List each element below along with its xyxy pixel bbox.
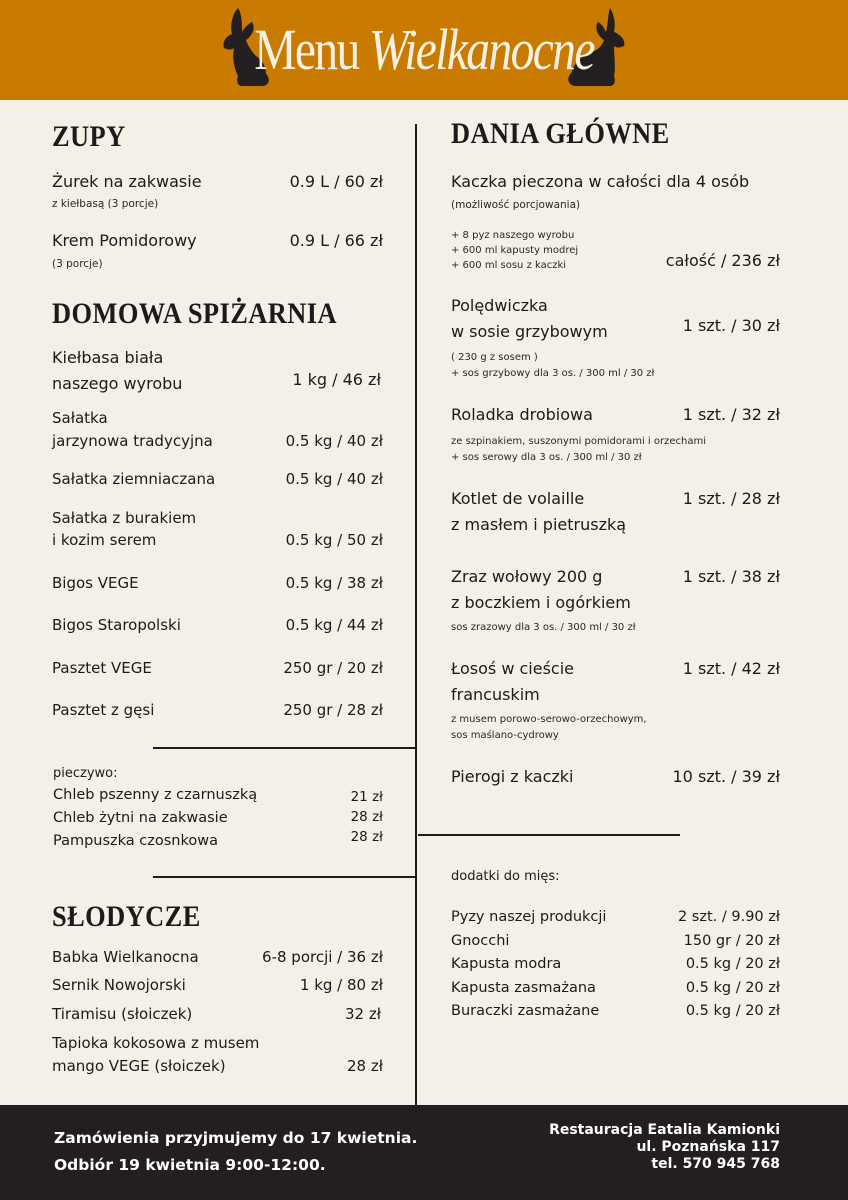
item-price: 250 gr / 28 zł — [283, 701, 383, 719]
item-name: Buraczki zasmażane — [451, 1003, 600, 1019]
item-note: z kiełbasą (3 porcje) — [52, 198, 159, 210]
item-extra: + 600 ml kapusty modrej — [451, 245, 579, 256]
footer — [0, 1105, 848, 1200]
item-name: Pampuszka czosnkowa — [53, 833, 218, 849]
item-price: 21 zł — [350, 789, 383, 805]
section-title-slodycze: SŁODYCZE — [52, 900, 201, 933]
item-name-line1: Kotlet de volaille — [451, 489, 585, 508]
item-name: Pyzy naszej produkcji — [451, 909, 607, 925]
item-extra: + 600 ml sosu z kaczki — [451, 260, 567, 271]
item-name: Sernik Nowojorski — [52, 976, 186, 994]
item-price: 1 szt. / 30 zł — [682, 316, 780, 335]
item-price: 150 gr / 20 zł — [683, 933, 780, 949]
item-price: 0.9 L / 66 zł — [289, 231, 383, 250]
divider-pieczywo-top — [153, 747, 416, 749]
item-name: Babka Wielkanocna — [52, 948, 199, 966]
item-name: Chleb pszenny z czarnuszką — [53, 787, 258, 803]
item-note: + sos grzybowy dla 3 os. / 300 ml / 30 zł — [451, 368, 655, 379]
item-name: Kapusta zasmażana — [451, 980, 596, 996]
item-name-line2: z masłem i pietruszką — [451, 515, 627, 534]
item-price: 0.5 kg / 40 zł — [285, 470, 383, 488]
item-price: 28 zł — [347, 1057, 383, 1075]
item-name: Kaczka pieczona w całości dla 4 osób — [451, 172, 750, 191]
title-menu: Menu — [254, 17, 359, 82]
item-name: Bigos Staropolski — [52, 616, 181, 634]
page-title — [76, 10, 771, 90]
item-price: 0.5 kg / 20 zł — [685, 956, 780, 972]
item-note: + sos serowy dla 3 os. / 300 ml / 30 zł — [451, 452, 642, 463]
item-note: sos maślano-cydrowy — [451, 730, 559, 741]
item-name: Pasztet VEGE — [52, 659, 152, 677]
item-price: 32 zł — [345, 1005, 381, 1023]
column-divider — [415, 124, 417, 1105]
pieczywo-label: pieczywo: — [53, 766, 118, 781]
header-banner — [0, 0, 848, 100]
item-price: 1 kg / 46 zł — [292, 370, 381, 389]
section-title-spizarnia: DOMOWA SPIŻARNIA — [52, 297, 338, 330]
item-name-line1: Łosoś w cieście — [451, 659, 575, 678]
divider-dodatki-top — [418, 834, 680, 836]
item-price: 1 szt. / 42 zł — [682, 659, 780, 678]
restaurant-address: ul. Poznańska 117 — [636, 1139, 780, 1155]
item-name-line1: Sałatka — [52, 409, 108, 427]
restaurant-phone: tel. 570 945 768 — [651, 1156, 780, 1172]
item-price: 6-8 porcji / 36 zł — [262, 948, 383, 966]
item-note: (możliwość porcjowania) — [451, 199, 581, 211]
item-name-line1: Kiełbasa biała — [52, 348, 164, 367]
item-name-line2: w sosie grzybowym — [451, 322, 608, 341]
item-name: Gnocchi — [451, 933, 510, 949]
item-name: Tiramisu (słoiczek) — [52, 1005, 193, 1023]
section-title-dania: DANIA GŁÓWNE — [451, 117, 670, 150]
pickup-time: Odbiór 19 kwietnia 9:00-12:00. — [54, 1156, 326, 1174]
item-price: 250 gr / 20 zł — [283, 659, 383, 677]
item-name: Kapusta modra — [451, 956, 562, 972]
item-name-line2: i kozim serem — [52, 531, 157, 549]
item-note: ( 230 g z sosem ) — [451, 352, 538, 363]
item-name-line2: francuskim — [451, 685, 540, 704]
item-name-line1: Tapioka kokosowa z musem — [52, 1034, 260, 1052]
item-price: 0.5 kg / 38 zł — [285, 574, 383, 592]
item-price: 0.5 kg / 44 zł — [285, 616, 383, 634]
item-price: 1 szt. / 38 zł — [682, 567, 780, 586]
item-price: 0.5 kg / 20 zł — [685, 1003, 780, 1019]
item-price: 0.9 L / 60 zł — [289, 172, 383, 191]
section-title-zupy: ZUPY — [52, 120, 126, 153]
item-price: 28 zł — [350, 829, 383, 845]
item-name-line2: z boczkiem i ogórkiem — [451, 593, 631, 612]
item-extra: + 8 pyz naszego wyrobu — [451, 230, 575, 241]
item-name: Pierogi z kaczki — [451, 767, 574, 786]
item-note: (3 porcje) — [52, 258, 103, 270]
item-name: Roladka drobiowa — [451, 405, 593, 424]
item-name: Bigos VEGE — [52, 574, 139, 592]
item-name: Żurek na zakwasie — [52, 172, 202, 191]
item-price: 28 zł — [350, 809, 383, 825]
restaurant-info — [549, 1122, 780, 1173]
order-info — [54, 1125, 417, 1179]
item-name-line1: Polędwiczka — [451, 296, 548, 315]
item-price: 10 szt. / 39 zł — [672, 767, 780, 786]
order-deadline: Zamówienia przyjmujemy do 17 kwietnia. — [54, 1129, 418, 1147]
dodatki-label: dodatki do mięs: — [451, 869, 560, 884]
item-name-line1: Zraz wołowy 200 g — [451, 567, 603, 586]
item-price: 0.5 kg / 40 zł — [285, 432, 383, 450]
item-name-line2: jarzynowa tradycyjna — [52, 432, 213, 450]
item-price: 2 szt. / 9.90 zł — [677, 909, 780, 925]
item-name-line2: naszego wyrobu — [52, 374, 183, 393]
item-price: 1 kg / 80 zł — [299, 976, 383, 994]
title-wielkanocne: Wielkanocne — [368, 17, 594, 82]
item-note: z musem porowo-serowo-orzechowym, — [451, 714, 647, 725]
divider-pieczywo-bottom — [153, 876, 416, 878]
item-price: 0.5 kg / 20 zł — [685, 980, 780, 996]
item-note: ze szpinakiem, suszonymi pomidorami i orzechami — [451, 436, 706, 447]
item-name-line2: mango VEGE (słoiczek) — [52, 1057, 226, 1075]
restaurant-name: Restauracja Eatalia Kamionki — [549, 1122, 780, 1138]
item-price: 1 szt. / 28 zł — [682, 489, 780, 508]
item-price: całość / 236 zł — [665, 251, 780, 270]
item-name: Sałatka ziemniaczana — [52, 470, 216, 488]
item-name: Chleb żytni na zakwasie — [53, 810, 228, 826]
item-name: Krem Pomidorowy — [52, 231, 197, 250]
item-price: 0.5 kg / 50 zł — [285, 531, 383, 549]
item-name: Pasztet z gęsi — [52, 701, 155, 719]
item-note: sos zrazowy dla 3 os. / 300 ml / 30 zł — [451, 622, 636, 633]
item-price: 1 szt. / 32 zł — [682, 405, 780, 424]
item-name-line1: Sałatka z burakiem — [52, 509, 197, 527]
